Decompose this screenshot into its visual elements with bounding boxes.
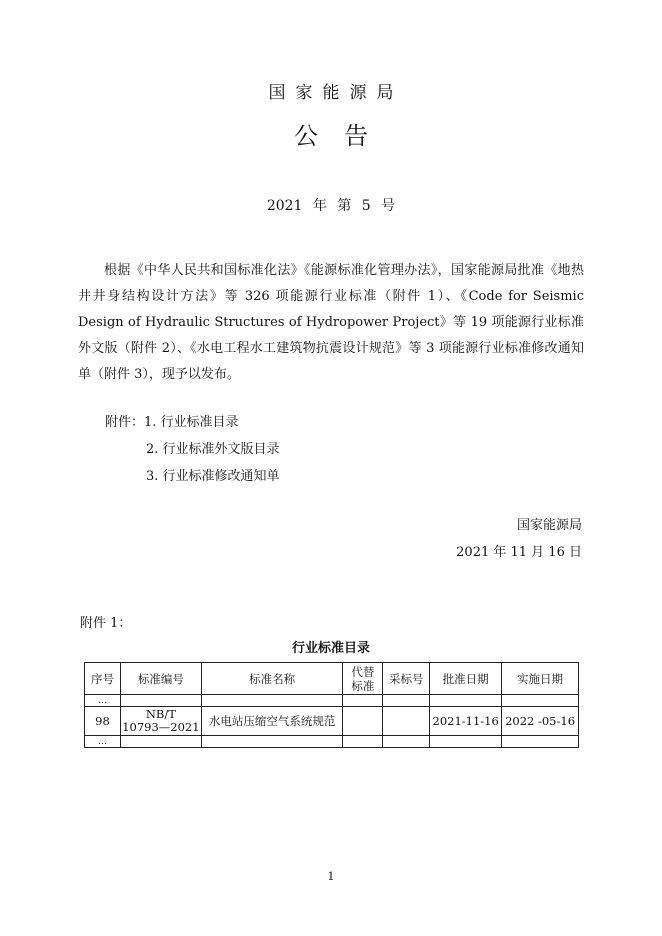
attachment-item-1: 1. 行业标准目录 (144, 415, 239, 430)
announcement-paragraph: 根据《中华人民共和国标准化法》《能源标准化管理办法》，国家能源局批准《地热井井身结构设计方法》等 326 项能源行业标准（附件 1）、《Code for Seismic Design of Hydraulic Structures of Hydropower Project》等 19 项能源行业标准外文版（附件 2）、《水电工程水工建筑物抗震设计规范》等 3 项能源行业标准修改通知单（附件 3），现予以发布。 (78, 263, 584, 382)
col-header-adopted: 采标号 (383, 663, 430, 695)
cell-approval-date: 2021-11-16 (430, 707, 502, 736)
table-row-ellipsis (85, 736, 579, 748)
cell-adopted (383, 707, 430, 736)
signature-org: 国家能源局 (516, 518, 582, 533)
col-header-approval: 批准日期 (430, 663, 502, 695)
col-header-code: 标准编号 (120, 663, 201, 695)
announcement-body (78, 258, 584, 388)
cell-name: 水电站压缩空气系统规范 (201, 707, 343, 736)
col-header-seq: 序号 (85, 663, 121, 695)
table-header-row (85, 663, 579, 695)
signature-date: 2021 年 11 月 16 日 (456, 545, 582, 560)
standards-table (84, 662, 579, 748)
attachments-label: 附件：1. 行业标准目录 (105, 415, 239, 430)
cell-code-line1: NB/T (145, 707, 176, 721)
issuing-agency: 国家能源局 (268, 83, 404, 103)
col-header-name: 标准名称 (201, 663, 343, 695)
table-title: 行业标准目录 (291, 641, 370, 656)
cell-code-line2: 10793—2021 (122, 720, 200, 734)
col-header-effective: 实施日期 (502, 663, 579, 695)
page-number: 1 (327, 870, 335, 883)
table-row (85, 707, 579, 736)
cell-seq: 98 (85, 707, 121, 736)
document-title: 公告 (294, 122, 394, 150)
document-number: 2021 年 第 5 号 (266, 198, 396, 214)
col-header-replaces: 代替 标准 (343, 663, 383, 695)
cell-effective-date: 2022 -05-16 (502, 707, 579, 736)
table-row-ellipsis (85, 695, 579, 707)
ellipsis-cell: … (85, 736, 121, 748)
attachment-item-2: 2. 行业标准外文版目录 (146, 442, 280, 457)
cell-code (120, 707, 201, 736)
ellipsis-cell: … (85, 695, 121, 707)
cell-replaces (343, 707, 383, 736)
annex-label: 附件 1： (80, 616, 132, 631)
attachment-item-3: 3. 行业标准修改通知单 (146, 469, 280, 484)
